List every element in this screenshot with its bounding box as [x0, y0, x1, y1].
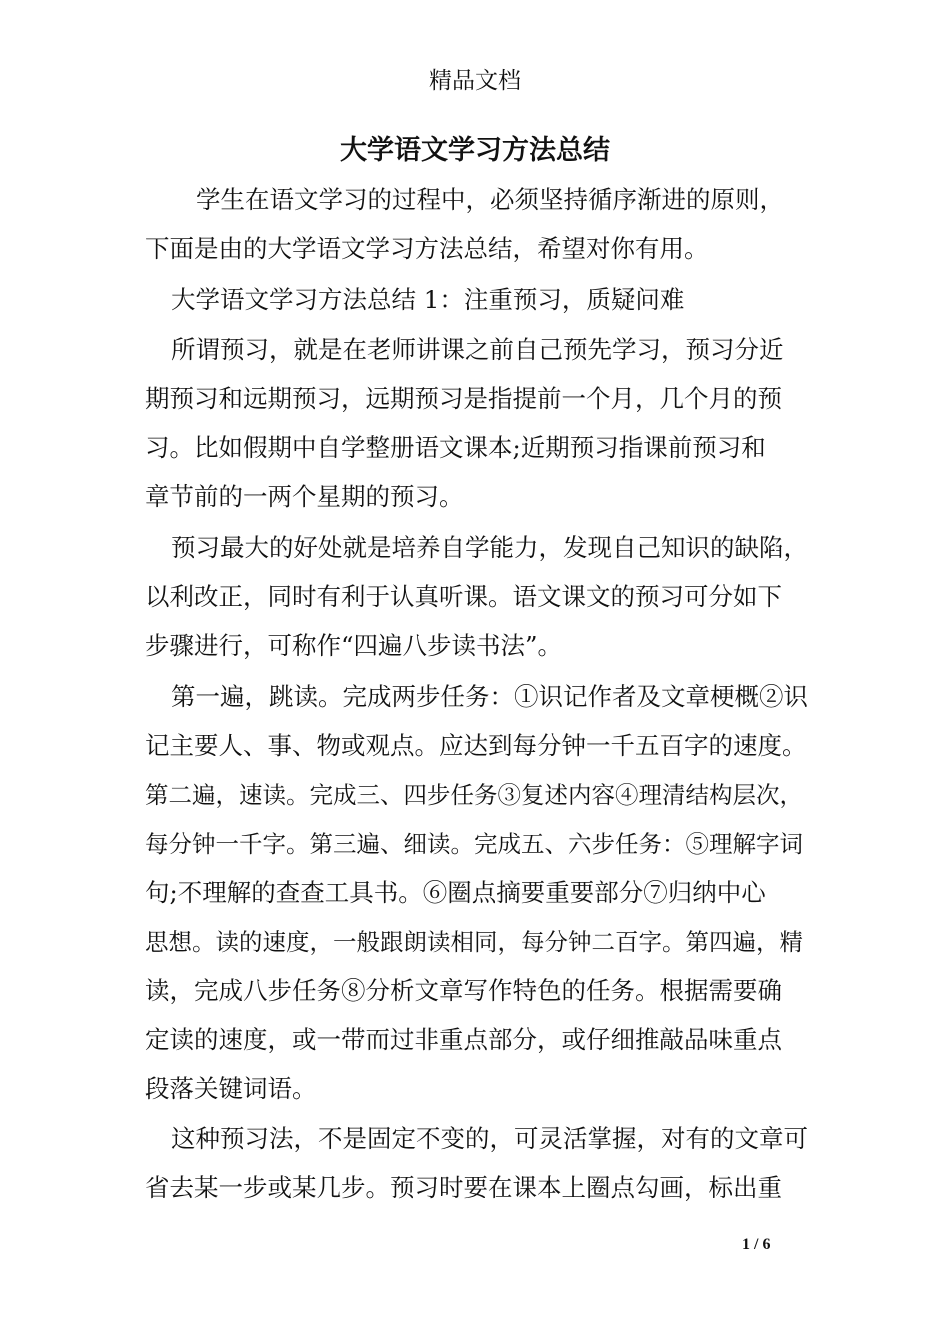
- text-line: 这种预习法，不是固定不变的，可灵活掌握，对有的文章可: [171, 1124, 808, 1153]
- text-line: 思想。读的速度，一般跟朗读相同，每分钟二百字。第四遍，精: [145, 928, 803, 956]
- text-line: 读，完成八步任务⑧分析文章写作特色的任务。根据需要确: [145, 976, 782, 1005]
- text-line: 第二遍，速读。完成三、四步任务③复述内容④理清结构层次，: [145, 781, 803, 809]
- page-title: 大学语文学习方法总结: [340, 135, 610, 166]
- text-line: 期预习和远期预习，远期预习是指提前一个月，几个月的预: [145, 384, 782, 413]
- text-line: 章节前的一两个星期的预习。: [145, 482, 464, 511]
- text-line: 下面是由的大学语文学习方法总结，希望对你有用。: [145, 234, 709, 263]
- text-line: 预习最大的好处就是培养自学能力，发现自己知识的缺陷，: [171, 533, 808, 562]
- text-line: 每分钟一千字。第三遍、细读。完成五、六步任务：⑤理解字词: [145, 830, 803, 858]
- page-number: 1 / 6: [742, 1236, 771, 1253]
- text-line: 所谓预习，就是在老师讲课之前自己预先学习，预习分近: [171, 335, 784, 364]
- text-line: 步骤进行，可称作“四遍八步读书法”。: [145, 631, 563, 660]
- text-line: 大学语文学习方法总结 1：注重预习，质疑问难: [171, 285, 685, 314]
- text-line: 习。比如假期中自学整册语文课本;近期预习指课前预习和: [145, 433, 766, 462]
- text-line: 记主要人、事、物或观点。应达到每分钟一千五百字的速度。: [145, 731, 807, 760]
- text-line: 段落关键词语。: [145, 1074, 317, 1103]
- text-line: 第一遍，跳读。完成两步任务：①识记作者及文章梗概②识: [171, 682, 808, 711]
- text-line: 省去某一步或某几步。预习时要在课本上圈点勾画，标出重: [145, 1173, 782, 1202]
- text-line: 句;不理解的查查工具书。⑥圈点摘要重要部分⑦归纳中心: [145, 878, 766, 907]
- text-line: 学生在语文学习的过程中，必须坚持循序渐进的原则，: [196, 185, 784, 214]
- text-line: 以利改正，同时有利于认真听课。语文课文的预习可分如下: [145, 582, 782, 611]
- text-line: 定读的速度，或一带而过非重点部分，或仔细推敲品味重点: [145, 1025, 782, 1054]
- document-header: 精品文档: [429, 68, 521, 94]
